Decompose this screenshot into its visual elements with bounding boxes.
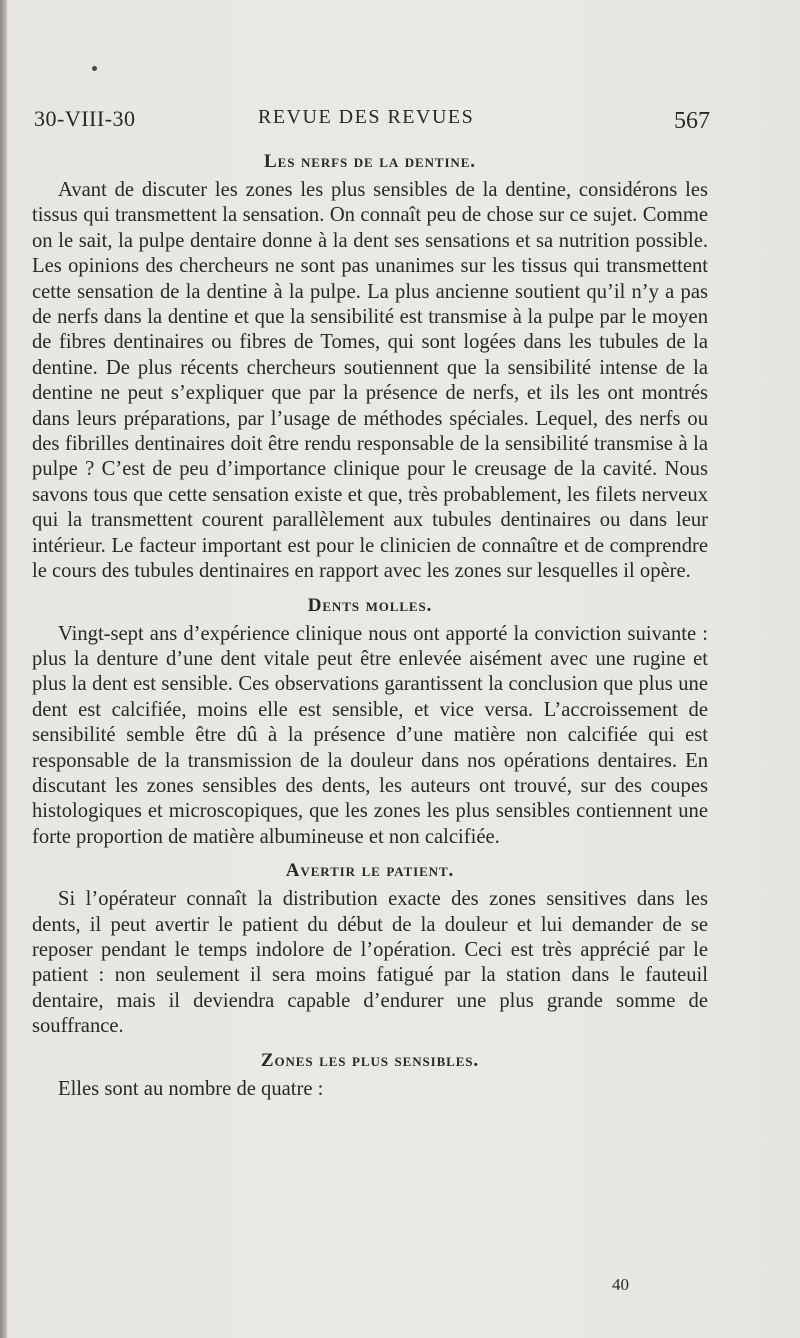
header-journal-title: REVUE DES REVUES: [258, 106, 475, 128]
running-header: [34, 104, 710, 138]
article-body: [32, 145, 708, 1102]
paragraph-avertir: Si l’opérateur connaît la distribution exacte des zones sensitives dans les dents, il peut avertir le patient du début de la douleur et lui demander de se reposer pendant le temps indolore de l’opération. Ceci est très apprécié par le patient : non seulement il sera moins fatigué par la station dans le fauteuil dentaire, mais il deviendra capable d’endurer une plus grande somme de souffrance.: [32, 888, 708, 1038]
header-date: 30-VIII-30: [34, 106, 136, 131]
signature-mark: 40: [612, 1275, 629, 1294]
paragraph-zones: Elles sont au nombre de quatre :: [58, 1077, 324, 1100]
paragraph-nerfs: Avant de discuter les zones les plus sensibles de la dentine, considérons les tissus qui transmettent la sensation. On connaît peu de chose sur ce sujet. Comme on le sait, la pulpe dentaire donne à la dent ses sensations et sa nutrition possible. Les opinions des chercheurs ne sont pas unanimes sur les tissus qui transmettent cette sensation de la dentine à la pulpe. La plus ancienne soutient qu’il n’y a pas de nerfs dans la dentine et que la sensibilité est transmise à la pulpe par le moyen de fibres dentinaires ou fibres de Tomes, qui sont logées dans les tubules de la dentine. De plus récents chercheurs soutiennent que la sensibilité intense de la dentine ne peut s’expliquer que par la présence de nerfs, et ils les ont montrés dans leurs préparations, par l’usage de méthodes spéciales. Lequel, des nerfs ou des fibrilles dentinaires doit être rendu responsable de la sensibilité transmise à la pulpe ? C’est de peu d’importance clinique pour le creusage de la cavité. Nous savons tous que cette sensation existe et que, très probablement, les filets nerveux qui la transmettent courent parallèlement aux tubules dentinaires ou dans leur intérieur. Le facteur important est pour le clinicien de connaître et de comprendre le cours des tubules dentinaires en rapport avec les zones sur lesquelles il opère.: [32, 179, 708, 583]
page-number: 567: [674, 108, 710, 134]
paragraph-dents-molles: Vingt-sept ans d’expérience clinique nous ont apporté la conviction suivante : plus la denture d’une dent vitale peut être enlevée aisément avec une rugine et plus la dent est sensible. Ces observations garantissent la conclusion que plus une dent est calcifiée, moins elle est sensible, et vice versa. L’accroissement de sensibilité semble être dû à la présence d’une matière non calcifiée qui est responsable de la transmission de la douleur dans nos opérations dentaires. En discutant les zones sensibles des dents, les auteurs ont trouvé, sur des coupes histologiques et microscopiques, que les zones les plus sensibles contiennent une forte proportion de matière albumineuse et non calcifiée.: [32, 622, 708, 848]
section-title-avertir: Avertir le patient.: [285, 860, 455, 882]
section-title-nerfs: Les nerfs de la dentine.: [264, 151, 476, 172]
section-title-zones: Zones les plus sensibles.: [260, 1049, 480, 1071]
section-title-dents-molles: Dents molles.: [307, 594, 433, 616]
ink-speck: [92, 66, 97, 71]
page-spine-shadow: [0, 0, 7, 1338]
